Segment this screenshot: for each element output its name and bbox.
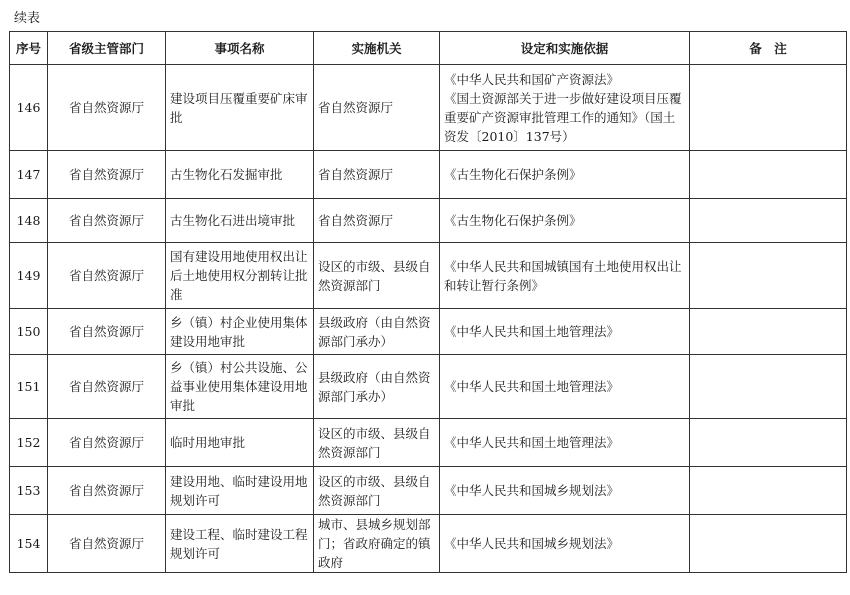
basis-line: 《中华人民共和国城乡规划法》 bbox=[444, 483, 620, 498]
table-row bbox=[10, 355, 847, 419]
cell-agency: 设区的市级、县级自然资源部门 bbox=[314, 243, 440, 309]
cell-agency: 设区的市级、县级自然资源部门 bbox=[314, 419, 440, 467]
cell-remark bbox=[690, 515, 847, 573]
cell-remark bbox=[690, 65, 847, 151]
cell-seq: 147 bbox=[10, 151, 48, 199]
cell-item: 临时用地审批 bbox=[166, 419, 314, 467]
cell-agency: 省自然资源厅 bbox=[314, 199, 440, 243]
cell-item: 建设用地、临时建设用地规划许可 bbox=[166, 467, 314, 515]
table-row bbox=[10, 515, 847, 573]
cell-basis bbox=[440, 199, 690, 243]
cell-seq: 151 bbox=[10, 355, 48, 419]
cell-seq: 154 bbox=[10, 515, 48, 573]
cell-dept: 省自然资源厅 bbox=[48, 355, 166, 419]
cell-remark bbox=[690, 355, 847, 419]
cell-item: 乡（镇）村公共设施、公益事业使用集体建设用地审批 bbox=[166, 355, 314, 419]
table-row bbox=[10, 199, 847, 243]
basis-line: 《中华人民共和国土地管理法》 bbox=[444, 379, 620, 394]
cell-agency: 县级政府（由自然资源部门承办） bbox=[314, 355, 440, 419]
header-seq: 序号 bbox=[10, 32, 48, 65]
cell-remark bbox=[690, 467, 847, 515]
cell-agency: 省自然资源厅 bbox=[314, 151, 440, 199]
table-row bbox=[10, 309, 847, 355]
header-remark: 备 注 bbox=[690, 32, 847, 65]
cell-dept: 省自然资源厅 bbox=[48, 309, 166, 355]
cell-basis bbox=[440, 515, 690, 573]
cell-remark bbox=[690, 243, 847, 309]
approval-items-table bbox=[9, 31, 847, 573]
table-body bbox=[10, 65, 847, 573]
cell-seq: 152 bbox=[10, 419, 48, 467]
cell-seq: 150 bbox=[10, 309, 48, 355]
cell-seq: 149 bbox=[10, 243, 48, 309]
cell-basis bbox=[440, 355, 690, 419]
table-row bbox=[10, 419, 847, 467]
basis-line: 《古生物化石保护条例》 bbox=[444, 213, 582, 228]
cell-basis bbox=[440, 151, 690, 199]
table-header-row bbox=[10, 32, 847, 65]
table-row bbox=[10, 65, 847, 151]
table-row bbox=[10, 243, 847, 309]
header-dept: 省级主管部门 bbox=[48, 32, 166, 65]
basis-line: 《中华人民共和国城乡规划法》 bbox=[444, 536, 620, 551]
cell-remark bbox=[690, 151, 847, 199]
cell-dept: 省自然资源厅 bbox=[48, 419, 166, 467]
cell-item: 古生物化石发掘审批 bbox=[166, 151, 314, 199]
cell-dept: 省自然资源厅 bbox=[48, 467, 166, 515]
cell-item: 建设工程、临时建设工程规划许可 bbox=[166, 515, 314, 573]
cell-basis bbox=[440, 419, 690, 467]
cell-remark bbox=[690, 419, 847, 467]
basis-line: 《中华人民共和国土地管理法》 bbox=[444, 435, 620, 450]
basis-line: 《中华人民共和国城镇国有土地使用权出让和转让暂行条例》 bbox=[444, 258, 682, 293]
table-row bbox=[10, 151, 847, 199]
cell-basis bbox=[440, 309, 690, 355]
cell-remark bbox=[690, 309, 847, 355]
cell-dept: 省自然资源厅 bbox=[48, 243, 166, 309]
cell-agency: 设区的市级、县级自然资源部门 bbox=[314, 467, 440, 515]
cell-remark bbox=[690, 199, 847, 243]
cell-agency: 省自然资源厅 bbox=[314, 65, 440, 151]
basis-line: 《中华人民共和国土地管理法》 bbox=[444, 324, 620, 339]
cell-dept: 省自然资源厅 bbox=[48, 151, 166, 199]
basis-line: 《古生物化石保护条例》 bbox=[444, 167, 582, 182]
cell-agency: 城市、县城乡规划部门；省政府确定的镇政府 bbox=[314, 515, 440, 573]
table-row bbox=[10, 467, 847, 515]
header-agency: 实施机关 bbox=[314, 32, 440, 65]
cell-dept: 省自然资源厅 bbox=[48, 515, 166, 573]
cell-dept: 省自然资源厅 bbox=[48, 199, 166, 243]
cell-basis bbox=[440, 243, 690, 309]
cell-item: 国有建设用地使用权出让后土地使用权分割转让批准 bbox=[166, 243, 314, 309]
cell-agency: 县级政府（由自然资源部门承办） bbox=[314, 309, 440, 355]
header-basis: 设定和实施依据 bbox=[440, 32, 690, 65]
cell-dept: 省自然资源厅 bbox=[48, 65, 166, 151]
cell-seq: 148 bbox=[10, 199, 48, 243]
cell-basis bbox=[440, 65, 690, 151]
basis-line: 《国土资源部关于进一步做好建设项目压覆重要矿产资源审批管理工作的通知》（国土资发〔2010〕137号） bbox=[444, 90, 682, 144]
cell-seq: 153 bbox=[10, 467, 48, 515]
cell-item: 建设项目压覆重要矿床审批 bbox=[166, 65, 314, 151]
cell-basis bbox=[440, 467, 690, 515]
table-caption: 续表 bbox=[14, 11, 41, 26]
basis-line: 《中华人民共和国矿产资源法》 bbox=[444, 71, 620, 87]
cell-item: 古生物化石进出境审批 bbox=[166, 199, 314, 243]
header-item: 事项名称 bbox=[166, 32, 314, 65]
cell-item: 乡（镇）村企业使用集体建设用地审批 bbox=[166, 309, 314, 355]
cell-seq: 146 bbox=[10, 65, 48, 151]
